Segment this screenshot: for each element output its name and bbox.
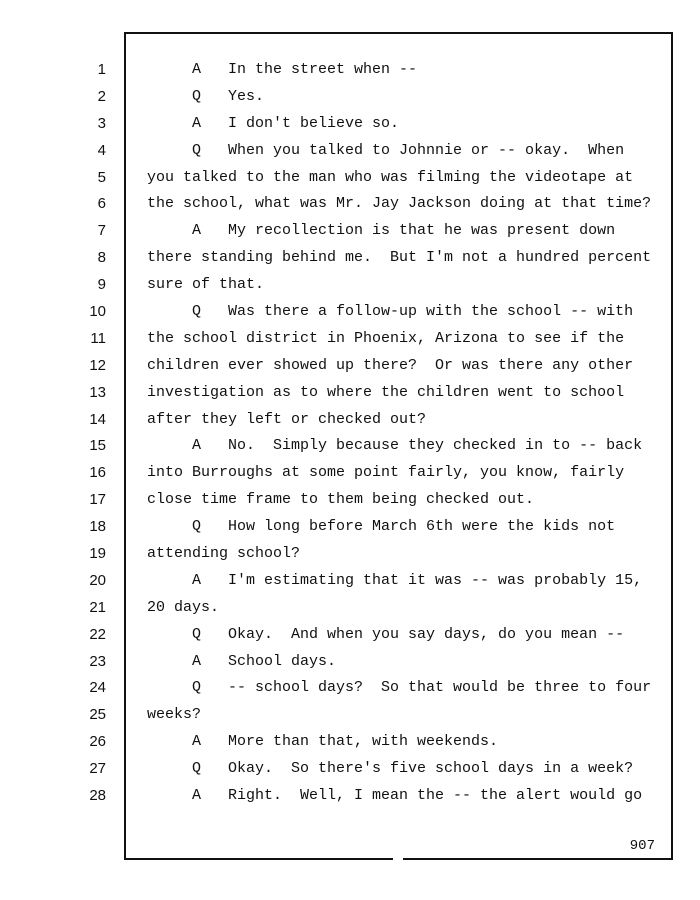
page-border-bottom-left — [124, 858, 393, 860]
line-number: 3 — [97, 114, 106, 132]
line-number: 2 — [97, 87, 106, 105]
transcript-line — [0, 460, 700, 487]
page-border-top — [124, 32, 673, 34]
line-number: 17 — [89, 491, 106, 509]
line-number: 18 — [89, 518, 106, 536]
line-text: children ever showed up there? Or was there any other — [147, 356, 634, 374]
line-text: there standing behind me. But I'm not a hundred percent — [147, 249, 652, 267]
transcript-line — [0, 407, 700, 434]
line-number: 25 — [89, 706, 106, 724]
line-number: 16 — [89, 464, 106, 482]
transcript-line — [0, 218, 700, 245]
line-number: 4 — [97, 141, 106, 159]
line-text: A School days. — [147, 652, 337, 670]
transcript-line — [0, 191, 700, 218]
line-number: 27 — [89, 760, 106, 778]
transcript-lines — [0, 57, 700, 810]
line-number: 7 — [97, 222, 106, 240]
line-text: A In the street when -- — [147, 61, 418, 78]
transcript-line — [0, 299, 700, 326]
line-text: attending school? — [147, 545, 301, 563]
line-text: you talked to the man who was filming the videotape at — [147, 168, 634, 186]
line-number: 23 — [89, 652, 106, 670]
transcript-line — [0, 487, 700, 514]
line-text: Q How long before March 6th were the kids not — [147, 518, 616, 536]
line-text: into Burroughs at some point fairly, you know, fairly — [147, 464, 625, 482]
transcript-line — [0, 272, 700, 299]
transcript-line — [0, 380, 700, 407]
line-text: weeks? — [147, 706, 202, 724]
line-text: Q Okay. And when you say days, do you mean -- — [147, 625, 625, 643]
line-number: 10 — [89, 303, 106, 321]
line-number: 6 — [97, 195, 106, 213]
transcript-line — [0, 783, 700, 810]
line-text: A Right. Well, I mean the -- the alert would go — [147, 787, 643, 805]
line-number: 8 — [97, 249, 106, 267]
line-text: close time frame to them being checked out. — [147, 491, 535, 509]
line-text: A No. Simply because they checked in to -- back — [147, 437, 643, 455]
page-border-bottom-right — [403, 858, 673, 860]
transcript-line — [0, 353, 700, 380]
line-number: 24 — [89, 679, 106, 697]
transcript-line — [0, 165, 700, 192]
line-number: 15 — [89, 437, 106, 455]
line-text: the school, what was Mr. Jay Jackson doing at that time? — [147, 195, 652, 213]
line-number: 28 — [89, 787, 106, 805]
line-text: sure of that. — [147, 276, 265, 294]
transcript-line — [0, 514, 700, 541]
transcript-line — [0, 595, 700, 622]
line-number: 26 — [89, 733, 106, 751]
line-text: Q Was there a follow-up with the school -- with — [147, 303, 634, 321]
line-number: 14 — [89, 410, 106, 428]
transcript-line — [0, 702, 700, 729]
line-text: Q -- school days? So that would be three to four — [147, 679, 652, 697]
line-text: A I'm estimating that it was -- was probably 15, — [147, 571, 643, 589]
transcript-line — [0, 568, 700, 595]
transcript-line — [0, 326, 700, 353]
line-number: 19 — [89, 545, 106, 563]
line-number: 11 — [90, 329, 106, 347]
line-text: Q Yes. — [147, 87, 265, 105]
transcript-line — [0, 433, 700, 460]
transcript-line — [0, 138, 700, 165]
transcript-line — [0, 729, 700, 756]
line-number: 12 — [89, 356, 106, 374]
line-text: after they left or checked out? — [147, 410, 427, 428]
line-text: A More than that, with weekends. — [147, 733, 499, 751]
line-number: 22 — [89, 625, 106, 643]
line-text: the school district in Phoenix, Arizona to see if the — [147, 329, 625, 347]
line-number: 13 — [89, 383, 106, 401]
line-text: 20 days. — [147, 598, 220, 616]
line-number: 20 — [89, 571, 106, 589]
line-text: investigation as to where the children went to school — [147, 383, 625, 401]
transcript-line — [0, 622, 700, 649]
line-text: Q Okay. So there's five school days in a week? — [147, 760, 634, 778]
line-number: 1 — [97, 61, 106, 78]
line-number: 9 — [97, 276, 106, 294]
line-text: Q When you talked to Johnnie or -- okay. When — [147, 141, 625, 159]
transcript-line — [0, 675, 700, 702]
transcript-line — [0, 756, 700, 783]
transcript-line — [0, 111, 700, 138]
transcript-line — [0, 57, 700, 84]
transcript-line — [0, 84, 700, 111]
line-text: A My recollection is that he was present down — [147, 222, 616, 240]
line-text: A I don't believe so. — [147, 114, 400, 132]
transcript-line — [0, 649, 700, 676]
transcript-line — [0, 541, 700, 568]
line-number: 21 — [89, 598, 106, 616]
transcript-line — [0, 245, 700, 272]
line-number: 5 — [97, 168, 106, 186]
page-number: 907 — [629, 838, 655, 854]
